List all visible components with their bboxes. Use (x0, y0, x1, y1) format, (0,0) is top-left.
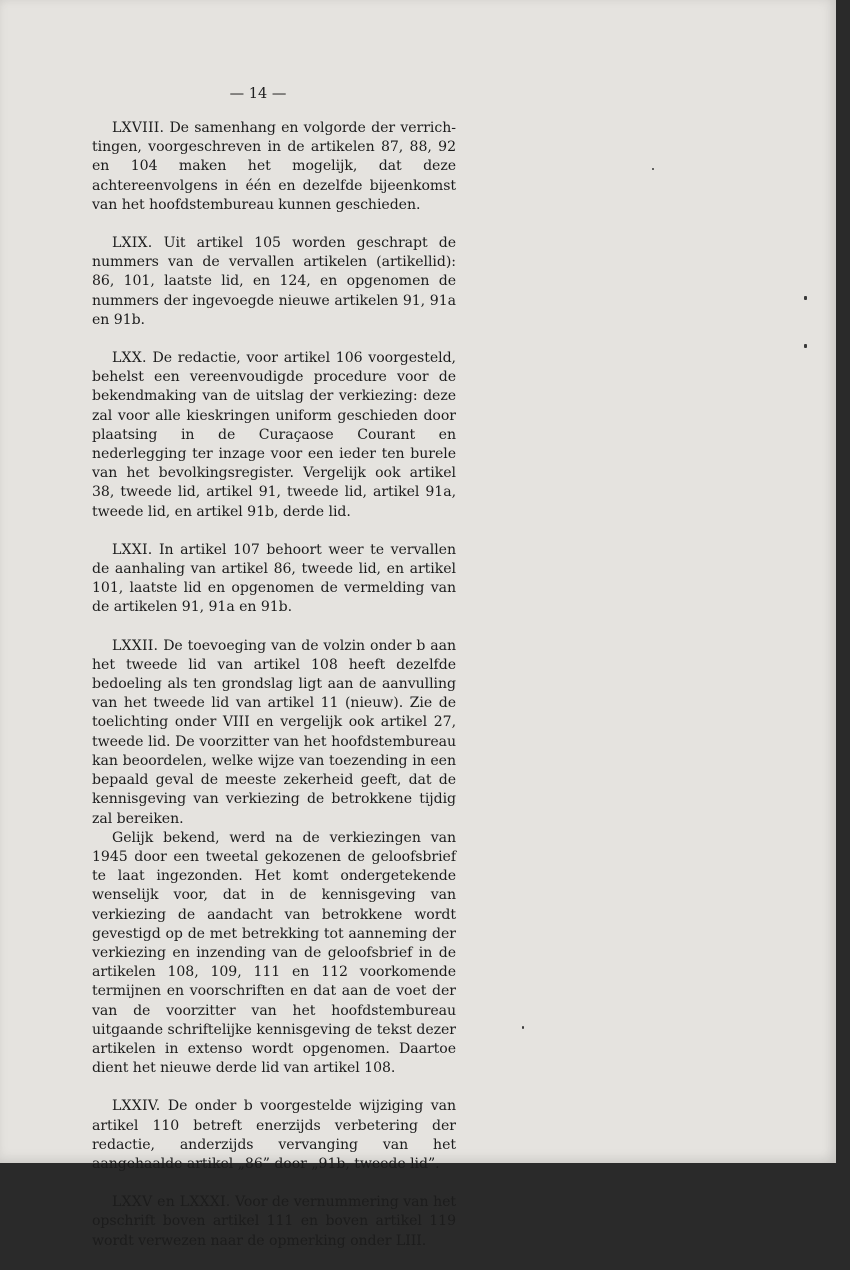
paragraph-label: LXXV en LXXXI. (112, 1194, 231, 1211)
paper-speck (522, 1026, 524, 1029)
paragraph-text: De onder b voorgestelde wijziging van artikel 110 betreft enerzijds verbetering der redactie, anderzijds vervanging van het aangehaalde artikel „86” door „91b, tweede lid”. (92, 1098, 456, 1172)
paragraph-text: De toevoeging van de volzin onder b aan het tweede lid van artikel 108 heeft dezelfde bedoeling als ten grondslag ligt aan de aanvulling van het tweede lid van artikel 11 (nieuw). Zie de toelichting onder VIII en vergelijk ook artikel 27, tweede lid. De voorzitter van het hoofdstembureau kan beoordelen, welke wijze van toezending in een bepaald geval de meeste zekerheid geeft, dat de kennisgeving van verkiezing de betrokkene tijdig zal bereiken. (92, 637, 456, 827)
paragraph-label: LXIX. (112, 235, 153, 252)
paragraph-text: De samenhang en volgorde der verrichtingen, voorgeschreven in de artikelen 87, 88, 92 en 104 maken het mogelijk, dat deze achtereenvolgens in één en dezelfde bijeenkomst van het hoofdstembureau kunnen geschieden. (92, 120, 456, 213)
paragraph-label: LXXIV. (112, 1098, 161, 1115)
paragraph-lxxi (92, 541, 456, 618)
paragraph-lxxii-continued (92, 829, 456, 1079)
paragraph-lxxiv (92, 1097, 456, 1174)
paragraph-lxviii (92, 119, 456, 215)
page-number: — 14 — (229, 86, 287, 102)
paper-speck (804, 344, 807, 348)
paper-speck (652, 168, 654, 170)
paragraph-text: Uit artikel 105 worden geschrapt de nummers van de vervallen artikelen (artikellid): 86, 101, laatste lid, en 124, en opgenomen de nummers der ingevoegde nieuwe artikelen 91, 91a en 91b. (92, 235, 456, 328)
paragraph-lxxii (92, 637, 456, 829)
paragraph-label: LXXI. (112, 541, 153, 558)
paragraph-lxxv-lxxxi (92, 1193, 456, 1251)
paragraph-label: LXXII. (112, 637, 159, 654)
paragraph-lxx (92, 349, 456, 522)
paragraph-text: De redactie, voor artikel 106 voorgesteld, behelst een vereenvoudigde procedure voor de bekendmaking van de uitslag der verkiezing: deze zal voor alle kieskringen uniform geschieden door plaatsing in de Curaçaose Courant en nederlegging ter inzage voor een ieder ten burele van het bevolkingsregister. Vergelijk ook artikel 38, tweede lid, artikel 91, tweede lid, artikel 91a, tweede lid, en artikel 91b, derde lid. (92, 350, 456, 520)
text-column (92, 119, 456, 1270)
paragraph-text: In artikel 107 behoort weer te vervallen de aanhaling van artikel 86, tweede lid, en artikel 101, laatste lid en opgenomen de vermelding van de artikelen 91, 91a en 91b. (92, 541, 456, 616)
paper-speck (804, 296, 807, 300)
paragraph-text: Gelijk bekend, werd na de verkiezingen van 1945 door een tweetal gekozenen de geloofsbrief te laat ingezonden. Het komt ondergetekende wenselijk voor, dat in de kennisgeving van verkiezing de aandacht van betrokkene wordt gevestigd op de met betrekking tot aanneming der verkiezing en inzending van de geloofsbrief in de artikelen 108, 109, 111 en 112 voorkomende termijnen en voorschriften en dat aan de voet der van de voorzitter van het hoofdstembureau uitgaande schriftelijke kennisgeving de tekst dezer artikelen in extenso wordt opgenomen. Daartoe dient het nieuwe derde lid van artikel 108. (92, 829, 456, 1077)
paragraph-lxix (92, 234, 456, 330)
paragraph-label: LXVIII. (112, 120, 165, 136)
paragraph-label: LXX. (112, 350, 147, 367)
paragraph-text: Voor de vernummering van het opschrift boven artikel 111 en boven artikel 119 wordt verwezen naar de opmerking onder LIII. (92, 1194, 456, 1249)
